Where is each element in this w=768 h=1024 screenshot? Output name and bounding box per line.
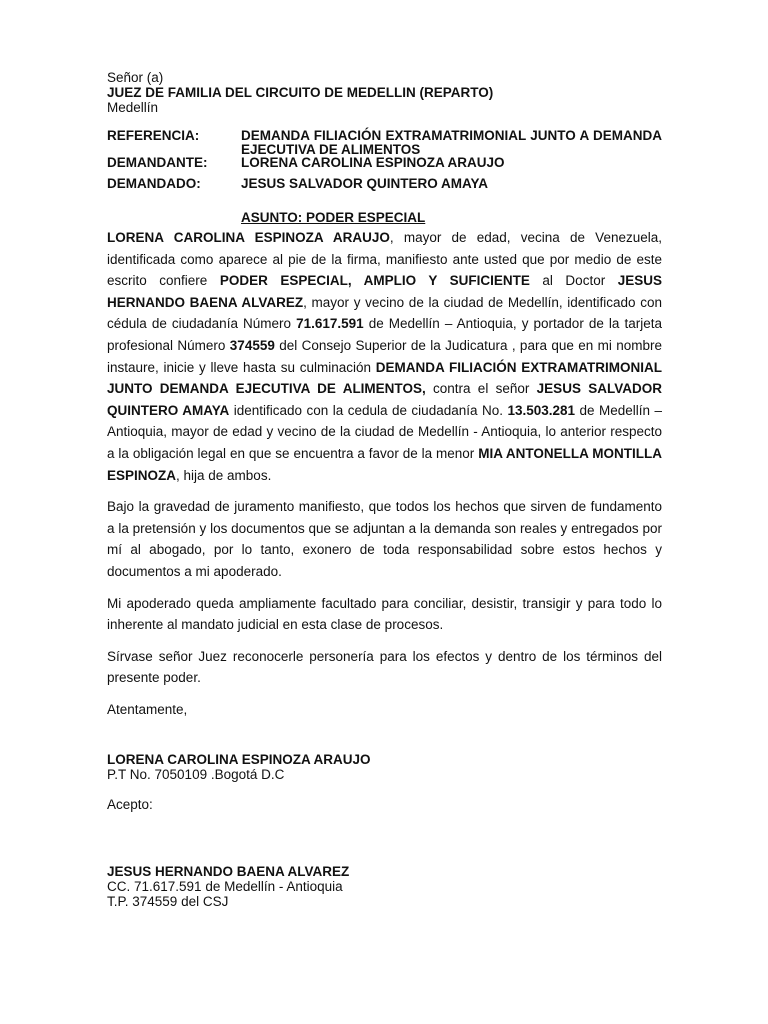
defendant-id-number: 13.503.281 [507,402,576,418]
attorney-signature-tp: T.P. 374559 del CSJ [107,894,229,910]
paragraph-request: Sírvase señor Juez reconocerle personería para los efectos y dentro de los términos del presente poder. [107,648,662,686]
attorney-name: JESUS HERNANDO BAENA ALVAREZ [107,273,662,310]
defendant-label: DEMANDADO: [107,175,201,191]
defendant-value: JESUS SALVADOR QUINTERO AMAYA [241,175,489,191]
plaintiff-value: LORENA CAROLINA ESPINOZA ARAUJO [241,155,505,170]
subject-heading: ASUNTO: PODER ESPECIAL [241,210,426,225]
reference-block [107,129,662,190]
lawsuit-type: DEMANDA FILIACIÓN EXTRAMATRIMONIAL JUNTO DEMANDA EJECUTIVA DE ALIMENTOS, [107,359,662,397]
paragraph-power-grant: LORENA CAROLINA ESPINOZA ARAUJO, mayor de edad, vecina de Venezuela, identificada como aparece al pie de la firma, manifiesto ante usted que por medio de este escrito confiere PODER ESPECIAL, AMPLIO Y SUFICIENTE al Doctor JESUS HERNANDO BAENA ALVAREZ, mayor y vecino de la ciudad de Medellín, identificado con cédula de ciudadanía Número 71.617.591 de Medellín – Antioquia, y portador de la tarjeta profesional Número 374559 del Consejo Superior de la Judicatura , para que en mi nombre instaure, inicie y lleve hasta su culminación DEMANDA FILIACIÓN EXTRAMATRIMONIAL JUNTO DEMANDA EJECUTIVA DE ALIMENTOS, contra el señor JESUS SALVADOR QUINTERO AMAYA identificado con la cedula de ciudadanía No. 13.503.281 de Medellín – Antioquia, mayor de edad y vecino de la ciudad de Medellín - Antioquia, lo anterior respecto a la obligación legal en que se encuentra a favor de la menor MIA ANTONELLA MONTILLA ESPINOZA, hija de ambos. [107,230,663,483]
reference-value: DEMANDA FILIACIÓN EXTRAMATRIMONIAL JUNTO A DEMANDA EJECUTIVA DE ALIMENTOS [241,128,662,157]
grantor-name: LORENA CAROLINA ESPINOZA ARAUJO [107,230,390,245]
addressee-city: Medellín [107,100,159,115]
paragraph-oath: Bajo la gravedad de juramento manifiesto, que todos los hechos que sirven de fundamento a la pretensión y los documentos que se adjuntan a la demanda son reales y entregados por mí al abogado, por lo tanto, exonero de toda responsabilidad sobre estos hechos y documentos a mi apoderado. [107,499,662,579]
attorney-signature-block [107,864,662,909]
attorney-signature-id: CC. 71.617.591 de Medellín - Antioquia [107,879,343,895]
accept-label: Acepto: [107,797,153,813]
paragraph-faculties: Mi apoderado queda ampliamente facultado para conciliar, desistir, transigir y para todo lo inherente al mandato judicial en esta clase de procesos. [107,595,662,633]
attorney-signature-name: JESUS HERNANDO BAENA ALVAREZ [107,864,350,880]
grantor-signature-id: P.T No. 7050109 .Bogotá D.C [107,767,285,783]
attorney-id-number: 71.617.591 [296,316,364,332]
reference-label: REFERENCIA: [107,128,200,143]
document-page [107,70,662,909]
defendant-name: JESUS SALVADOR QUINTERO AMAYA [107,381,662,418]
addressee-block [107,70,662,115]
closing: Atentamente, [107,701,188,717]
salutation: Señor (a) [107,70,164,85]
grantor-signature-name: LORENA CAROLINA ESPINOZA ARAUJO [107,752,371,768]
plaintiff-label: DEMANDANTE: [107,155,208,170]
addressee: JUEZ DE FAMILIA DEL CIRCUITO DE MEDELLIN (REPARTO) [107,85,494,100]
power-type: PODER ESPECIAL, AMPLIO Y SUFICIENTE [219,273,530,289]
professional-card-number: 374559 [229,337,275,353]
minor-name: MIA ANTONELLA MONTILLA ESPINOZA [107,445,662,483]
grantor-signature-block [107,752,662,782]
